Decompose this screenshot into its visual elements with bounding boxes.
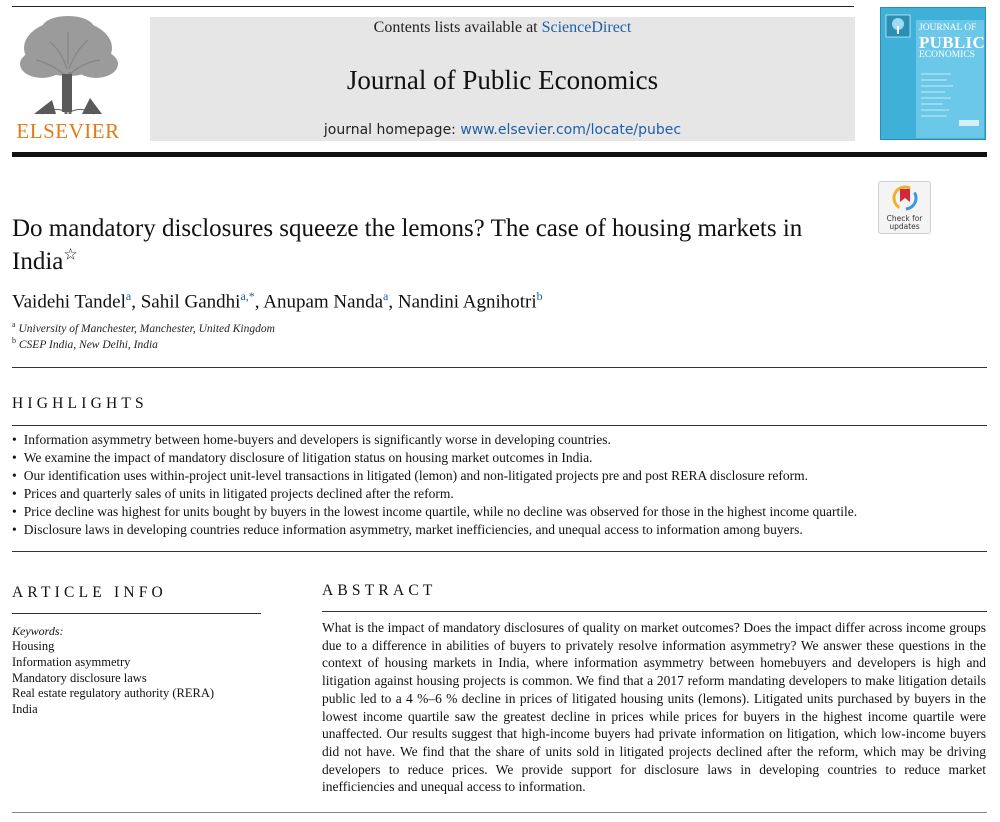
footer-rule	[12, 812, 987, 813]
highlights-top-rule	[12, 425, 987, 426]
affiliation-mark: a	[12, 320, 16, 329]
journal-cover-thumbnail[interactable]	[880, 7, 986, 140]
keyword-item[interactable]: Mandatory disclosure laws	[12, 670, 147, 685]
contents-line	[150, 19, 855, 37]
contents-prefix: Contents lists available at	[373, 19, 542, 36]
header-bottom-rule	[12, 152, 987, 157]
author-name[interactable]: Sahil Gandhi	[140, 291, 241, 313]
check-label-line1: Check for	[886, 214, 923, 223]
title-footnote-star[interactable]: ☆	[63, 246, 78, 264]
journal-title[interactable]: Journal of Public Economics	[346, 65, 659, 95]
header-top-rule	[12, 6, 854, 7]
keywords-list	[12, 639, 214, 718]
homepage-link[interactable]: www.elsevier.com/locate/pubec	[460, 122, 682, 138]
cover-title-line3: ECONOMICS	[919, 49, 975, 60]
affiliation-text: CSEP India, New Delhi, India	[18, 338, 158, 351]
keywords-label: Keywords:	[12, 624, 64, 638]
affiliations-divider	[12, 367, 987, 368]
article-info-rule	[12, 613, 261, 614]
journal-banner	[150, 17, 855, 141]
keyword-item[interactable]: Real estate regulatory authority (RERA)	[12, 686, 215, 701]
highlight-item: • Disclosure laws in developing countries reduce information asymmetry, market inefficiencies, and unequal access to information among buyers.	[12, 521, 987, 539]
author-name[interactable]: Nandini Agnihotri	[397, 291, 537, 313]
highlight-item: • We examine the impact of mandatory disclosure of litigation status on housing market outcomes in India.	[12, 449, 987, 467]
keyword-item[interactable]: Housing	[12, 639, 55, 653]
highlights-list	[12, 431, 987, 539]
affiliation-b	[12, 336, 158, 351]
highlights-bottom-rule	[12, 551, 987, 552]
article-title	[12, 212, 872, 278]
check-label-line2: updates	[889, 222, 920, 231]
abstract-text: What is the impact of mandatory disclosures of quality on market outcomes? Does the impact differ across income groups due to a difference in abilities of buyers to privately resolve information asymmetry? We answer these questions in the context of housing markets in India, where information asymmetry between homebuyers and developers is high and litigation against housing projects is common. We find that a 2017 reform mandating developers to make litigation details public led to a 4 %–6 % decline in prices of litigated housing units (lemons). Litigated units purchased by buyers in the lowest income quartile saw the greatest decline in prices while prices for buyers in the highest income quartile were unaffected. Our results suggest that high-income buyers had private information on litigation, which low-income buyers did not have. We find that the share of units sold in litigated projects declined after the reform, which may be driving developers to reduce prices. We provide support for disclosure laws in developing countries to reduce market inefficiencies and unequal access to information.	[322, 620, 986, 795]
check-for-updates-label	[879, 215, 930, 231]
abstract-rule	[322, 611, 987, 612]
author-list: Vaidehi Tandel$^a$, Sahil Gandhi$^{a,*}$, Anupam Nanda$^a$, Nandini Agnihotri$^b$	[12, 289, 543, 313]
elsevier-tree-icon	[12, 14, 124, 118]
author-affil-mark[interactable]: b	[536, 289, 543, 303]
highlight-item: • Information asymmetry between home-buyers and developers is significantly worse in developing countries.	[12, 431, 987, 449]
affiliation-a	[12, 320, 275, 335]
cover-contents-lines-icon	[921, 70, 981, 130]
affiliation-mark: b	[12, 336, 16, 345]
article-title-text: Do mandatory disclosures squeeze the lemons? The case of housing markets in India	[12, 215, 803, 275]
homepage-prefix: journal homepage:	[323, 122, 461, 138]
keyword-item[interactable]: India	[12, 702, 38, 717]
highlight-item: • Our identification uses within-project unit-level transactions in litigated (lemon) and non-litigated projects pre and post RERA disclosure reform.	[12, 467, 987, 485]
cover-title-line1: JOURNAL OF	[919, 23, 977, 33]
affiliation-text: University of Manchester, Manchester, United Kingdom	[18, 322, 275, 335]
highlights-heading: HIGHLIGHTS	[12, 395, 148, 412]
check-for-updates-badge[interactable]	[878, 181, 931, 234]
cover-title	[919, 24, 985, 60]
cover-title-line2: PUBLIC	[919, 32, 986, 52]
author-affil-mark[interactable]: a	[383, 289, 389, 303]
abstract-heading: ABSTRACT	[322, 582, 437, 599]
author-affil-mark[interactable]: a,*	[240, 289, 255, 303]
cover-elsevier-mark-icon	[885, 14, 911, 38]
keyword-item[interactable]: Information asymmetry	[12, 654, 131, 669]
highlight-item: • Price decline was highest for units bought by buyers in the lowest income quartile, while no decline was observed for those in the highest income quartile.	[12, 503, 987, 521]
homepage-line	[150, 122, 855, 138]
elsevier-logo[interactable]	[12, 14, 124, 144]
article-info-heading: ARTICLE INFO	[12, 584, 167, 601]
highlight-item: • Prices and quarterly sales of units in litigated projects declined after the reform.	[12, 485, 987, 503]
author-affil-mark[interactable]: a	[125, 289, 132, 303]
author-name[interactable]: Vaidehi Tandel	[12, 291, 126, 313]
crossmark-icon	[892, 185, 918, 213]
elsevier-wordmark: ELSEVIER	[16, 119, 120, 143]
sciencedirect-link[interactable]: ScienceDirect	[541, 19, 632, 36]
author-name[interactable]: Anupam Nanda	[263, 291, 384, 313]
